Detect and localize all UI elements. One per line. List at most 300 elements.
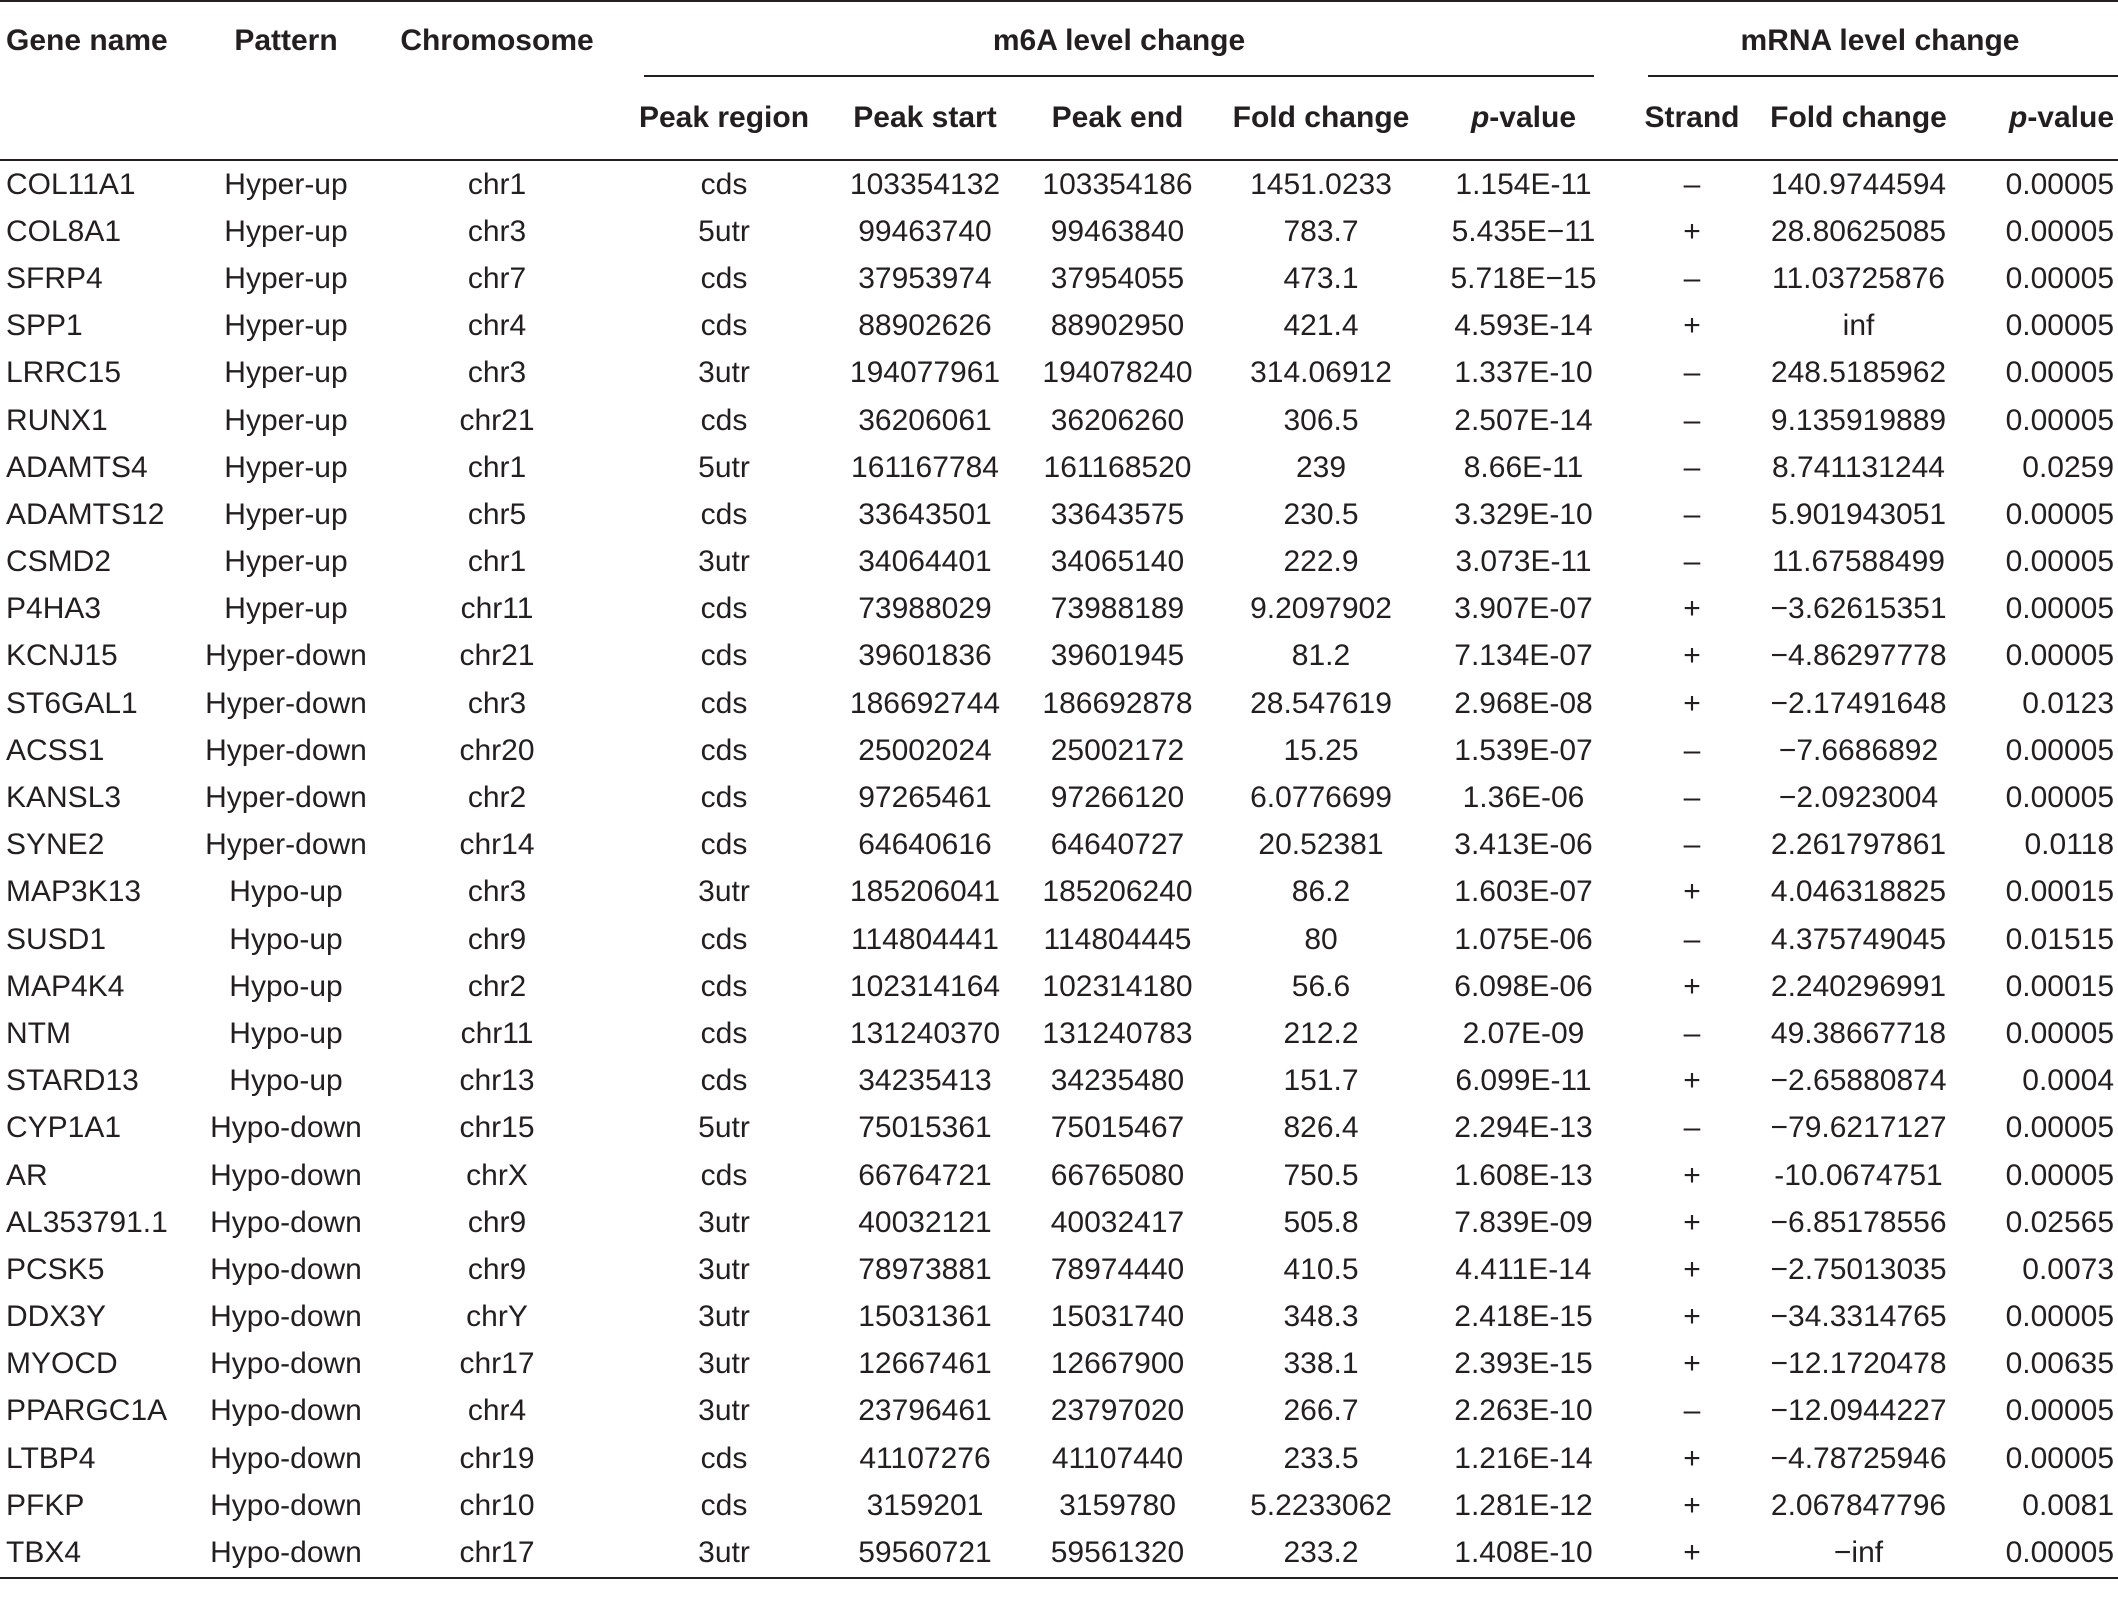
cell-gene-name: PFKP xyxy=(6,1488,85,1522)
cell-fold-change: 306.5 xyxy=(1283,403,1359,437)
cell-pattern: Hyper-up xyxy=(224,450,348,484)
table-row xyxy=(0,586,2118,633)
cell-peak-start: 39601836 xyxy=(858,639,992,673)
cell-chromosome: chr1 xyxy=(467,167,527,201)
cell-strand: + xyxy=(1683,1252,1701,1286)
cell-p-value: 5.435E−11 xyxy=(1451,214,1596,248)
cell-p-value: 2.294E-13 xyxy=(1454,1111,1593,1145)
cell-gene-name: PPARGC1A xyxy=(6,1394,168,1428)
cell-peak-end: 37954055 xyxy=(1050,261,1185,295)
cell-peak-region: cds xyxy=(700,733,748,767)
cell-peak-region: 5utr xyxy=(698,1111,750,1145)
cell-pattern: Hyper-up xyxy=(224,261,348,295)
cell-peak-end: 40032417 xyxy=(1050,1205,1185,1239)
cell-chromosome: chr10 xyxy=(459,1488,535,1522)
cell-pattern: Hypo-up xyxy=(229,969,343,1003)
cell-chromosome: chr17 xyxy=(459,1347,535,1381)
cell-gene-name: LRRC15 xyxy=(6,356,122,390)
cell-fold-change: 233.5 xyxy=(1283,1441,1359,1475)
cell-chromosome: chr1 xyxy=(467,450,527,484)
cell-chromosome: chr2 xyxy=(467,969,527,1003)
cell-fold-change: 750.5 xyxy=(1283,1158,1359,1192)
cell-gene-name: TBX4 xyxy=(0,1529,196,1577)
cell-peak-start: 23796461 xyxy=(858,1394,992,1428)
table-row xyxy=(0,444,2118,491)
cell-chromosome: chr4 xyxy=(467,309,527,343)
cell-peak-end: 97266120 xyxy=(1050,781,1185,815)
cell-mrna-fold-change: 49.38667718 xyxy=(1770,1016,1947,1050)
header-strand: Strand xyxy=(1642,77,1742,160)
cell-mrna-fold-change: −2.65880874 xyxy=(1770,1064,1947,1098)
cell-mrna-fold-change: −79.6217127 xyxy=(1770,1111,1947,1145)
table-row xyxy=(0,539,2118,586)
cell-peak-region: cds xyxy=(700,497,748,531)
cell-gene-name: NTM xyxy=(6,1016,71,1050)
cell-peak-start: 33643501 xyxy=(858,497,992,531)
cell-strand: + xyxy=(1683,1064,1701,1098)
cell-strand: + xyxy=(1683,1300,1701,1334)
cell-mrna-p-value: 0.00005 xyxy=(2005,1394,2115,1428)
cell-peak-start: 185206041 xyxy=(849,875,1001,909)
cell-strand: + xyxy=(1642,1529,1742,1577)
cell-pattern: Hypo-down xyxy=(210,1347,362,1381)
cell-peak-region: cds xyxy=(700,261,748,295)
header-peak-end: Peak end xyxy=(1020,77,1215,160)
table-row xyxy=(0,774,2118,821)
cell-mrna-p-value: 0.0123 xyxy=(2022,686,2115,720)
cell-peak-start: 34064401 xyxy=(858,545,992,579)
cell-mrna-fold-change: −12.0944227 xyxy=(1770,1394,1947,1428)
cell-chromosome: chr19 xyxy=(459,1441,535,1475)
header-mrna-group xyxy=(1642,1,2118,77)
cell-peak-start: 36206061 xyxy=(858,403,992,437)
cell-peak-end: 59561320 xyxy=(1020,1529,1215,1577)
cell-p-value: 6.098E-06 xyxy=(1454,969,1593,1003)
cell-peak-start: 97265461 xyxy=(858,781,992,815)
cell-gene-name: SFRP4 xyxy=(6,261,103,295)
cell-p-value: 7.839E-09 xyxy=(1454,1205,1593,1239)
cell-mrna-p-value: 0.00005 xyxy=(2005,356,2115,390)
cell-strand: + xyxy=(1683,1488,1701,1522)
cell-peak-region: 3utr xyxy=(618,1529,830,1577)
header-mrna-p-value-suffix: -value xyxy=(2027,101,2115,134)
cell-strand: + xyxy=(1683,1158,1701,1192)
cell-chromosome: chr11 xyxy=(460,1016,534,1050)
cell-mrna-fold-change: inf xyxy=(1842,309,1875,343)
cell-strand: – xyxy=(1683,781,1701,815)
cell-fold-change: 338.1 xyxy=(1283,1347,1359,1381)
cell-peak-end: 88902950 xyxy=(1050,309,1185,343)
header-row-2 xyxy=(0,77,2118,160)
cell-peak-start: 88902626 xyxy=(858,309,992,343)
cell-p-value: 6.099E-11 xyxy=(1455,1064,1592,1098)
cell-pattern: Hyper-down xyxy=(205,781,367,815)
cell-peak-end: 99463840 xyxy=(1050,214,1185,248)
cell-peak-end: 161168520 xyxy=(1043,450,1192,484)
cell-fold-change: 314.06912 xyxy=(1250,356,1392,390)
cell-strand: – xyxy=(1683,828,1701,862)
cell-pattern: Hyper-up xyxy=(224,497,348,531)
cell-pattern: Hypo-down xyxy=(210,1205,362,1239)
cell-mrna-fold-change: −34.3314765 xyxy=(1770,1300,1947,1334)
cell-pattern: Hyper-up xyxy=(224,167,348,201)
cell-pattern: Hypo-up xyxy=(229,1016,343,1050)
table-row xyxy=(0,255,2118,302)
cell-fold-change: 230.5 xyxy=(1283,497,1359,531)
cell-fold-change: 81.2 xyxy=(1291,639,1351,673)
cell-peak-end: 194078240 xyxy=(1042,356,1193,390)
cell-fold-change: 6.0776699 xyxy=(1250,781,1392,815)
cell-mrna-p-value: 0.00005 xyxy=(2005,497,2115,531)
cell-p-value: 2.263E-10 xyxy=(1454,1394,1593,1428)
cell-strand: – xyxy=(1683,356,1701,390)
cell-fold-change: 783.7 xyxy=(1283,214,1359,248)
cell-chromosome: chr14 xyxy=(459,828,535,862)
cell-strand: – xyxy=(1683,1394,1701,1428)
cell-fold-change: 80 xyxy=(1304,922,1338,956)
cell-mrna-p-value: 0.00005 xyxy=(2005,639,2115,673)
cell-chromosome: chr9 xyxy=(467,1252,527,1286)
cell-peak-region: cds xyxy=(700,1488,748,1522)
cell-peak-end: 64640727 xyxy=(1050,828,1185,862)
cell-fold-change: 266.7 xyxy=(1283,1394,1359,1428)
cell-gene-name: P4HA3 xyxy=(6,592,102,626)
cell-mrna-p-value: 0.00005 xyxy=(2005,781,2115,815)
cell-pattern: Hyper-down xyxy=(205,733,367,767)
cell-peak-end: 186692878 xyxy=(1042,686,1193,720)
cell-p-value: 3.413E-06 xyxy=(1454,828,1593,862)
cell-peak-end: 34235480 xyxy=(1050,1064,1185,1098)
cell-pattern: Hyper-down xyxy=(205,686,367,720)
cell-pattern: Hyper-up xyxy=(224,214,348,248)
cell-p-value: 2.418E-15 xyxy=(1454,1300,1593,1334)
cell-mrna-fold-change: 248.5185962 xyxy=(1770,356,1947,390)
cell-mrna-p-value: 0.0004 xyxy=(2022,1064,2115,1098)
cell-gene-name: SPP1 xyxy=(6,309,83,343)
cell-mrna-fold-change: 28.80625085 xyxy=(1770,214,1947,248)
cell-chromosome: chrX xyxy=(466,1158,528,1192)
cell-gene-name: KCNJ15 xyxy=(6,639,118,673)
cell-fold-change: 233.2 xyxy=(1215,1529,1427,1577)
table-row xyxy=(0,1246,2118,1293)
cell-pattern: Hyper-up xyxy=(224,309,348,343)
table-row xyxy=(0,1388,2118,1435)
cell-peak-region: 3utr xyxy=(698,875,750,909)
cell-peak-end: 36206260 xyxy=(1050,403,1185,437)
cell-gene-name: STARD13 xyxy=(6,1064,139,1098)
cell-strand: + xyxy=(1683,1205,1701,1239)
cell-mrna-fold-change: 2.240296991 xyxy=(1770,969,1947,1003)
cell-fold-change: 505.8 xyxy=(1283,1205,1359,1239)
cell-peak-region: cds xyxy=(700,1441,748,1475)
cell-mrna-fold-change: 5.901943051 xyxy=(1770,497,1947,531)
cell-mrna-p-value: 0.0118 xyxy=(2024,828,2115,862)
cell-pattern: Hyper-up xyxy=(224,592,348,626)
cell-peak-start: 40032121 xyxy=(858,1205,992,1239)
table-row xyxy=(0,160,2118,208)
table-row xyxy=(0,303,2118,350)
cell-mrna-fold-change: −2.75013035 xyxy=(1770,1252,1947,1286)
cell-chromosome: chr1 xyxy=(467,545,527,579)
cell-strand: – xyxy=(1683,1016,1701,1050)
cell-p-value: 4.411E-14 xyxy=(1455,1252,1592,1286)
cell-gene-name: LTBP4 xyxy=(6,1441,96,1475)
cell-pattern: Hyper-up xyxy=(224,356,348,390)
cell-peak-end: 102314180 xyxy=(1042,969,1193,1003)
cell-strand: + xyxy=(1683,214,1701,248)
cell-peak-region: cds xyxy=(700,969,748,1003)
cell-peak-region: cds xyxy=(700,1158,748,1192)
cell-strand: – xyxy=(1683,261,1701,295)
cell-fold-change: 473.1 xyxy=(1283,261,1359,295)
cell-chromosome: chr21 xyxy=(459,639,535,673)
cell-strand: + xyxy=(1683,1347,1701,1381)
cell-fold-change: 222.9 xyxy=(1283,545,1359,579)
header-pattern: Pattern xyxy=(196,1,376,77)
cell-chromosome: chr15 xyxy=(459,1111,535,1145)
cell-peak-end: 25002172 xyxy=(1050,733,1185,767)
header-peak-start: Peak start xyxy=(830,77,1020,160)
cell-strand: + xyxy=(1683,969,1701,1003)
cell-peak-end: 23797020 xyxy=(1050,1394,1185,1428)
cell-chromosome: chr4 xyxy=(467,1394,527,1428)
cell-pattern: Hypo-down xyxy=(210,1488,362,1522)
cell-strand: – xyxy=(1683,922,1701,956)
cell-peak-end: 33643575 xyxy=(1050,497,1185,531)
cell-mrna-p-value: 0.0073 xyxy=(2022,1252,2115,1286)
cell-peak-region: cds xyxy=(700,922,748,956)
cell-peak-region: cds xyxy=(700,403,748,437)
cell-peak-region: 3utr xyxy=(698,545,750,579)
cell-peak-start: 3159201 xyxy=(866,1488,984,1522)
cell-fold-change: 5.2233062 xyxy=(1250,1488,1392,1522)
header-mrna-fold-change: Fold change xyxy=(1742,77,1975,160)
cell-gene-name: ACSS1 xyxy=(6,733,105,767)
cell-strand: – xyxy=(1683,1111,1701,1145)
cell-peak-start: 25002024 xyxy=(858,733,992,767)
cell-p-value: 1.608E-13 xyxy=(1454,1158,1593,1192)
cell-peak-end: 39601945 xyxy=(1050,639,1185,673)
header-p-value-suffix: -value xyxy=(1489,101,1577,134)
cell-p-value: 2.393E-15 xyxy=(1454,1347,1593,1381)
cell-peak-start: 131240370 xyxy=(849,1016,1001,1050)
cell-chromosome: chr3 xyxy=(467,356,527,390)
cell-peak-start: 78973881 xyxy=(858,1252,992,1286)
cell-mrna-fold-change: 9.135919889 xyxy=(1770,403,1947,437)
cell-mrna-fold-change: 140.9744594 xyxy=(1770,167,1947,201)
cell-gene-name: SYNE2 xyxy=(6,828,105,862)
cell-strand: – xyxy=(1683,733,1701,767)
cell-mrna-fold-change: −7.6686892 xyxy=(1778,733,1939,767)
cell-strand: + xyxy=(1683,309,1701,343)
cell-peak-start: 75015361 xyxy=(858,1111,992,1145)
table-row xyxy=(0,1199,2118,1246)
cell-chromosome: chr3 xyxy=(467,214,527,248)
cell-peak-start: 15031361 xyxy=(858,1300,992,1334)
cell-mrna-p-value: 0.00015 xyxy=(2005,969,2115,1003)
table-row xyxy=(0,1105,2118,1152)
cell-gene-name: RUNX1 xyxy=(6,403,108,437)
cell-p-value: 1.603E-07 xyxy=(1454,875,1593,909)
cell-peak-region: 3utr xyxy=(698,1252,750,1286)
cell-peak-region: 3utr xyxy=(698,356,750,390)
cell-peak-region: cds xyxy=(700,686,748,720)
cell-chromosome: chr9 xyxy=(467,922,527,956)
cell-mrna-p-value: 0.00005 xyxy=(2005,592,2115,626)
cell-gene-name: CSMD2 xyxy=(6,545,112,579)
cell-peak-start: 103354132 xyxy=(849,167,1001,201)
table-row xyxy=(0,1341,2118,1388)
cell-mrna-p-value: 0.00635 xyxy=(2005,1347,2115,1381)
cell-gene-name: MAP4K4 xyxy=(6,969,125,1003)
cell-gene-name: KANSL3 xyxy=(6,781,122,815)
cell-gene-name: AL353791.1 xyxy=(6,1205,168,1239)
cell-pattern: Hypo-up xyxy=(229,922,343,956)
cell-p-value: 2.968E-08 xyxy=(1454,686,1593,720)
cell-peak-end: 66765080 xyxy=(1050,1158,1185,1192)
cell-pattern: Hypo-down xyxy=(210,1441,362,1475)
cell-mrna-p-value: 0.00005 xyxy=(2005,733,2115,767)
cell-peak-region: cds xyxy=(700,592,748,626)
cell-strand: – xyxy=(1683,497,1701,531)
cell-gene-name: MYOCD xyxy=(6,1347,118,1381)
cell-mrna-p-value: 0.0081 xyxy=(2022,1488,2115,1522)
table-body xyxy=(0,160,2118,1578)
cell-pattern: Hypo-down xyxy=(210,1252,362,1286)
cell-p-value: 3.329E-10 xyxy=(1454,497,1593,531)
cell-mrna-fold-change: 11.03725876 xyxy=(1772,261,1945,295)
cell-mrna-fold-change: 2.261797861 xyxy=(1770,828,1947,862)
header-mrna-group-label: mRNA level change xyxy=(1740,24,2020,57)
cell-mrna-p-value: 0.00005 xyxy=(2005,1158,2115,1192)
cell-peak-end: 15031740 xyxy=(1050,1300,1185,1334)
cell-strand: + xyxy=(1683,686,1701,720)
cell-peak-start: 37953974 xyxy=(858,261,992,295)
table-row xyxy=(0,916,2118,963)
cell-mrna-fold-change: −inf xyxy=(1742,1529,1975,1577)
table-row xyxy=(0,680,2118,727)
cell-mrna-fold-change: −4.86297778 xyxy=(1770,639,1947,673)
cell-peak-region: cds xyxy=(700,639,748,673)
cell-pattern: Hyper-down xyxy=(205,639,367,673)
cell-strand: – xyxy=(1683,545,1701,579)
header-peak-region: Peak region xyxy=(618,77,830,160)
header-chromosome: Chromosome xyxy=(376,1,618,77)
cell-gene-name: AR xyxy=(6,1158,48,1192)
cell-p-value: 1.337E-10 xyxy=(1454,356,1593,390)
table-row xyxy=(0,869,2118,916)
table-row xyxy=(0,208,2118,255)
table-row xyxy=(0,1529,2118,1577)
cell-strand: + xyxy=(1683,639,1701,673)
cell-pattern: Hypo-down xyxy=(196,1529,376,1577)
cell-p-value: 1.075E-06 xyxy=(1454,922,1593,956)
cell-peak-start: 194077961 xyxy=(849,356,1001,390)
cell-peak-end: 75015467 xyxy=(1050,1111,1185,1145)
cell-fold-change: 9.2097902 xyxy=(1250,592,1392,626)
cell-fold-change: 348.3 xyxy=(1283,1300,1359,1334)
cell-p-value: 1.154E-11 xyxy=(1455,167,1592,201)
cell-p-value: 1.281E-12 xyxy=(1454,1488,1593,1522)
cell-fold-change: 421.4 xyxy=(1283,309,1359,343)
cell-mrna-p-value: 0.00005 xyxy=(2005,1016,2115,1050)
cell-chromosome: chr5 xyxy=(467,497,527,531)
cell-gene-name: PCSK5 xyxy=(6,1252,105,1286)
header-m6a-group-label: m6A level change xyxy=(992,24,1246,57)
cell-fold-change: 28.547619 xyxy=(1250,686,1392,720)
cell-gene-name: CYP1A1 xyxy=(6,1111,122,1145)
cell-peak-start: 102314164 xyxy=(849,969,1001,1003)
cell-gene-name: COL11A1 xyxy=(6,167,136,201)
cell-mrna-fold-change: −2.17491648 xyxy=(1770,686,1947,720)
cell-mrna-p-value: 0.00005 xyxy=(2005,214,2115,248)
cell-p-value: 1.36E-06 xyxy=(1462,781,1585,815)
cell-chromosome: chr21 xyxy=(459,403,535,437)
cell-chromosome: chr7 xyxy=(467,261,527,295)
cell-peak-region: cds xyxy=(700,1064,748,1098)
cell-pattern: Hyper-up xyxy=(224,403,348,437)
cell-fold-change: 826.4 xyxy=(1283,1111,1359,1145)
table-row xyxy=(0,727,2118,774)
table-row xyxy=(0,1010,2118,1057)
cell-peak-end: 114804445 xyxy=(1043,922,1192,956)
cell-peak-start: 12667461 xyxy=(858,1347,992,1381)
header-m6a-group xyxy=(618,1,1620,77)
cell-mrna-fold-change: 2.067847796 xyxy=(1770,1488,1947,1522)
cell-p-value: 3.073E-11 xyxy=(1455,545,1592,579)
cell-peak-region: cds xyxy=(700,309,748,343)
cell-pattern: Hypo-up xyxy=(229,875,343,909)
cell-p-value: 7.134E-07 xyxy=(1454,639,1593,673)
table-row xyxy=(0,963,2118,1010)
cell-peak-region: 5utr xyxy=(698,450,750,484)
cell-fold-change: 239 xyxy=(1295,450,1347,484)
cell-chromosome: chr3 xyxy=(467,686,527,720)
cell-fold-change: 1451.0233 xyxy=(1250,167,1392,201)
table-row xyxy=(0,1152,2118,1199)
cell-fold-change: 151.7 xyxy=(1283,1064,1359,1098)
cell-strand: + xyxy=(1683,592,1701,626)
cell-chromosome: chr9 xyxy=(467,1205,527,1239)
cell-mrna-fold-change: −3.62615351 xyxy=(1770,592,1947,626)
cell-strand: – xyxy=(1683,167,1701,201)
cell-gene-name: ADAMTS4 xyxy=(6,450,148,484)
cell-mrna-p-value: 0.00005 xyxy=(2005,309,2115,343)
cell-peak-end: 12667900 xyxy=(1050,1347,1185,1381)
header-row-1 xyxy=(0,1,2118,77)
cell-mrna-p-value: 0.00005 xyxy=(2005,1111,2115,1145)
cell-mrna-fold-change: −6.85178556 xyxy=(1770,1205,1947,1239)
header-p-value xyxy=(1427,77,1620,160)
cell-chromosome: chr17 xyxy=(376,1529,618,1577)
cell-pattern: Hypo-down xyxy=(210,1300,362,1334)
cell-mrna-fold-change: 4.375749045 xyxy=(1770,922,1947,956)
cell-peak-start: 41107276 xyxy=(859,1441,991,1475)
table-row xyxy=(0,397,2118,444)
cell-chromosome: chr2 xyxy=(467,781,527,815)
cell-fold-change: 20.52381 xyxy=(1258,828,1384,862)
cell-pattern: Hypo-down xyxy=(210,1111,362,1145)
cell-mrna-p-value: 0.00015 xyxy=(2005,875,2115,909)
cell-peak-start: 66764721 xyxy=(858,1158,992,1192)
cell-gene-name: DDX3Y xyxy=(6,1300,107,1334)
cell-pattern: Hypo-up xyxy=(229,1064,343,1098)
cell-fold-change: 15.25 xyxy=(1283,733,1359,767)
header-mrna-p-value-p: p xyxy=(2008,101,2028,134)
table-row xyxy=(0,633,2118,680)
cell-mrna-fold-change: -10.0674751 xyxy=(1774,1158,1943,1192)
cell-strand: – xyxy=(1683,403,1701,437)
